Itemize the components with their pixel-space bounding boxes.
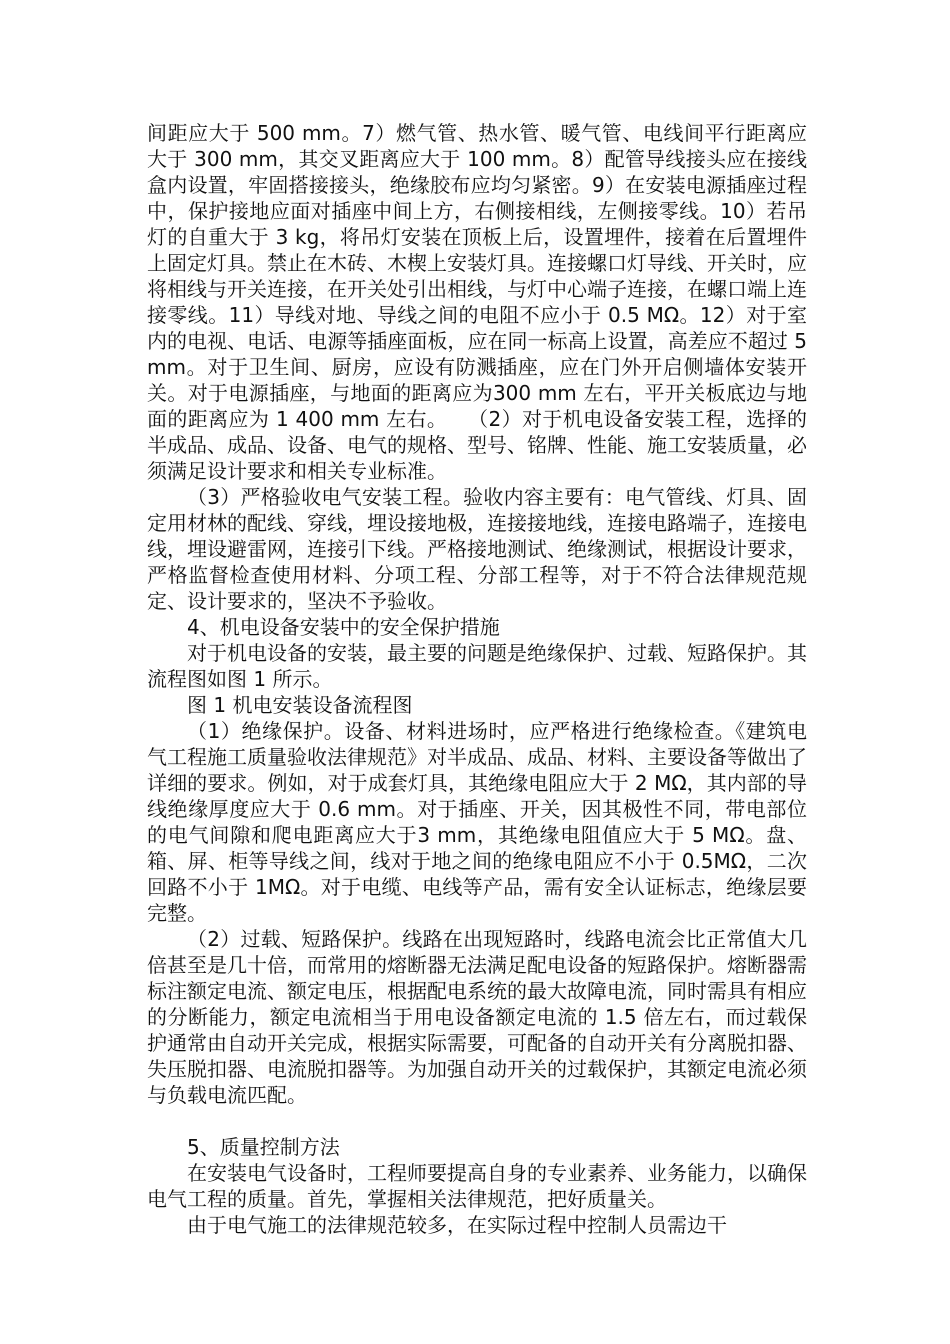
paragraph-continuation: 间距应大于 500 mm。7）燃气管、热水管、暖气管、电线间平行距离应大于 300 mm，其交叉距离应大于 100 mm。8）配管导线接头应在接线盒内设置，牢固搭接接头，绝缘胶布应均匀紧密。9）在安装电源插座过程中，保护接地应面对插座中间上方，右侧接相线，左侧接零线。10）若吊灯的自重大于 3 kg，将吊灯安装在顶板上后，设置埋件，接着在后置埋件上固定灯具。禁止在木砖、木楔上安装灯具。连接螺口灯导线、开关时，应将相线与开关连接，在开关处引出相线，与灯中心端子连接，在螺口端上连接零线。11）导线对地、导线之间的电阻不应小于 0.5 MΩ。12）对于室内的电视、电话、电源等插座面板，应在同一标高上设置，高差应不超过 5 mm。对于卫生间、厨房，应设有防溅插座，应在门外开启侧墙体安装开关。对于电源插座，与地面的距离应为300 mm 左右，平开关板底边与地面的距离应为 1 400 mm 左右。 （2）对于机电设备安装工程，选择的半成品、成品、设备、电气的规格、型号、铭牌、性能、施工安装质量，必须满足设计要求和相关专业标准。 — [147, 121, 807, 483]
paragraph-regulations: 由于电气施工的法律规范较多，在实际过程中控制人员需边干 — [187, 1213, 727, 1237]
section-heading-safety: 4、机电设备安装中的安全保护措施 — [187, 615, 500, 639]
paragraph-overload: （2）过载、短路保护。线路在出现短路时，线路电流会比正常值大几倍甚至是几十倍，而常用的熔断器无法满足配电设备的短路保护。熔断器需标注额定电流、额定电压，根据配电系统的最大故障电流，同时需具有相应的分断能力，额定电流相当于用电设备额定电流的 1.5 倍左右，而过载保护通常由自动开关完成，根据实际需要，可配备的自动开关有分离脱扣器、失压脱扣器、电流脱扣器等。为加强自动开关的过载保护，其额定电流必须与负载电流匹配。 — [147, 927, 807, 1107]
paragraph-quality: 在安装电气设备时，工程师要提高自身的专业素养、业务能力，以确保电气工程的质量。首先，掌握相关法律规范，把好质量关。 — [147, 1161, 807, 1211]
figure-caption: 图 1 机电安装设备流程图 — [187, 693, 413, 717]
paragraph-safety-intro: 对于机电设备的安装，最主要的问题是绝缘保护、过载、短路保护。其流程图如图 1 所示。 — [147, 641, 807, 691]
document-body — [147, 120, 807, 1238]
paragraph-gap — [147, 1108, 807, 1134]
section-heading-quality: 5、质量控制方法 — [187, 1135, 340, 1159]
paragraph-insulation: （1）绝缘保护。设备、材料进场时，应严格进行绝缘检查。《建筑电气工程施工质量验收法律规范》对半成品、成品、材料、主要设备等做出了详细的要求。例如，对于成套灯具，其绝缘电阻应大于 2 MΩ，其内部的导线绝缘厚度应大于 0.6 mm。对于插座、开关，因其极性不同，带电部位的电气间隙和爬电距离应大于3 mm，其绝缘电阻值应大于 5 MΩ。盘、箱、屏、柜等导线之间，线对于地之间的绝缘电阻应不小于 0.5MΩ，二次回路不小于 1MΩ。对于电缆、电线等产品，需有安全认证标志，绝缘层要完整。 — [147, 719, 807, 925]
paragraph-acceptance: （3）严格验收电气安装工程。验收内容主要有：电气管线、灯具、固定用材林的配线、穿线，埋设接地极，连接接地线，连接电路端子，连接电线，埋设避雷网，连接引下线。严格接地测试、绝缘测试，根据设计要求，严格监督检查使用材料、分项工程、分部工程等，对于不符合法律规范规定、设计要求的，坚决不予验收。 — [147, 485, 807, 613]
